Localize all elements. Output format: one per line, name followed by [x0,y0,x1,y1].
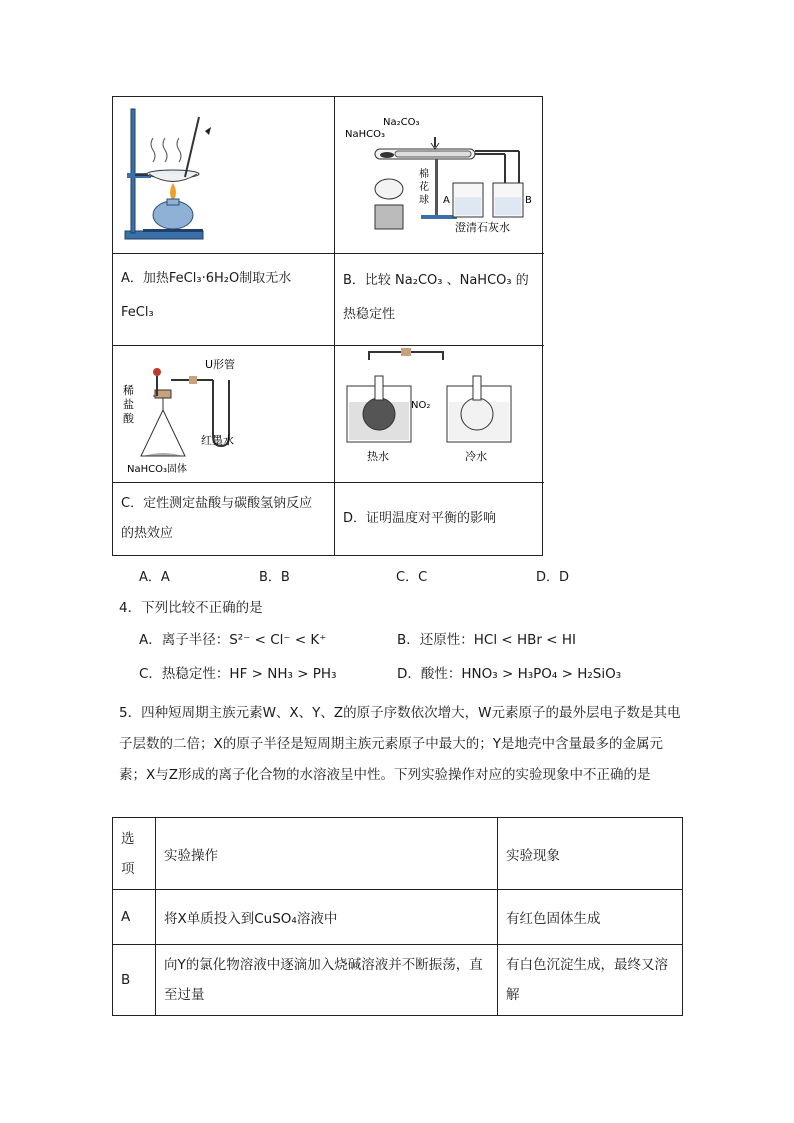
label-hot-water: 热水 [367,450,389,463]
cell-b-figure [335,97,544,254]
cell-d-caption [335,483,544,555]
table-row [113,890,683,945]
q3-option-d[interactable]: D．D [536,570,570,585]
cell-d-figure [335,346,544,483]
row-a-operation: 将X单质投入到CuSO₄溶液中 [156,890,498,945]
q4-option-b[interactable]: B．还原性：HCl < HBr < HI [397,632,576,648]
cell-a-figure [113,97,335,254]
label-cold-water: 冷水 [465,450,487,463]
label-cotton-1: 棉 [419,169,429,180]
row-b-operation: 向Y的氯化物溶液中逐滴加入烧碱溶液并不断振荡，直至过量 [156,945,498,1016]
label-acid-3: 酸 [123,412,134,425]
label-beaker-a: A [443,195,450,206]
table-row [113,945,683,1016]
row-b-phenomenon: 有白色沉淀生成，最终又溶解 [498,945,683,1016]
q3-option-b[interactable]: B．B [259,570,290,585]
cell-c-figure [113,346,335,483]
apparatus-a-heating-illustration [113,97,335,254]
caption-b-text-1: B．比较 Na₂CO₃ 、NaHCO₃ 的 [343,273,529,288]
q4-option-d[interactable]: D．酸性：HNO₃ > H₃PO₄ > H₂SiO₃ [397,666,622,682]
caption-a-text-2: 制取无水 [239,271,292,286]
label-acid-1: 稀 [123,384,134,397]
q4-option-c[interactable]: C．热稳定性：HF > NH₃ > PH₃ [139,666,337,682]
caption-c-text-2: 的热效应 [121,526,174,541]
label-nahco3-solid: NaHCO₃固体 [127,464,187,475]
q5-stem: 5．四种短周期主族元素W、X、Y、Z的原子序数依次增大，W元素原子的最外层电子数是其电子层数的二倍；X的原子半径是短周期主族元素原子中最大的；Y是地壳中含量最多的金属元素；X与Z形成的离子化合物的水溶液呈中性。下列实验操作对应的实验现象中不正确的是 [119,705,681,783]
label-acid-2: 盐 [123,398,134,411]
caption-a-text-1: A．加热 [121,271,169,286]
apparatus-d-equilibrium-illustration [335,346,544,483]
apparatus-c-heat-effect-illustration [113,346,335,483]
cell-c-caption [113,483,335,555]
table-header-row [113,818,683,890]
q3-apparatus-grid [112,96,543,556]
label-cotton-2: 花 [419,182,429,193]
header-phenomenon: 实验现象 [498,818,683,890]
label-beaker-b: B [525,195,532,206]
q4-stem: 4．下列比较不正确的是 [119,600,263,616]
cell-b-caption [335,254,544,346]
label-red-ink: 红墨水 [201,434,234,447]
q5-table [112,817,683,1016]
row-a-phenomenon: 有红色固体生成 [498,890,683,945]
caption-a-formula: FeCl₃·6H₂O [168,271,240,286]
caption-d-text: D．证明温度对平衡的影响 [343,511,497,526]
q4-option-a[interactable]: A．离子半径：S²⁻ < Cl⁻ < K⁺ [139,632,327,648]
label-na2co3: Na₂CO₃ [383,117,420,128]
label-cotton-3: 球 [419,195,429,206]
row-a-option: A [113,890,156,945]
caption-a-text-3: FeCl₃ [121,305,154,320]
q3-option-a[interactable]: A．A [139,570,170,585]
q3-option-c[interactable]: C．C [396,570,428,585]
row-b-option: B [113,945,156,1016]
label-nahco3: NaHCO₃ [345,129,385,140]
apparatus-b-thermal-stability-illustration [335,97,544,254]
header-operation: 实验操作 [156,818,498,890]
label-no2: NO₂ [411,400,431,411]
caption-b-text-2: 热稳定性 [343,307,396,322]
label-u-tube: U形管 [205,358,236,371]
cell-a-caption [113,254,335,346]
caption-c-text-1: C．定性测定盐酸与碳酸氢钠反应 [121,496,313,511]
label-limewater: 澄清石灰水 [455,221,510,234]
header-option: 选项 [113,818,156,890]
